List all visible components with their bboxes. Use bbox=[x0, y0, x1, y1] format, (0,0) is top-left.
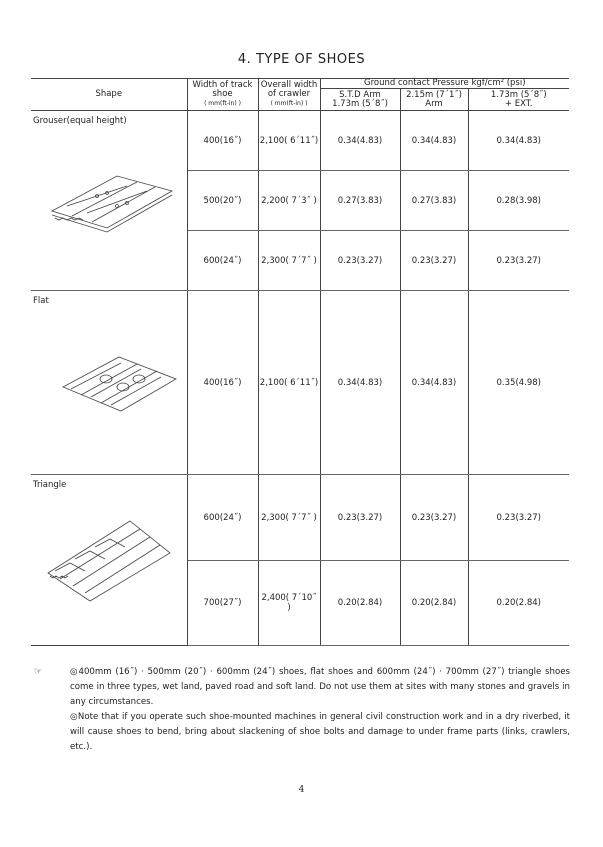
cell-arm215: 0.27(3.83) bbox=[400, 171, 468, 231]
table-row bbox=[31, 291, 569, 475]
cell-arm215: 0.23(3.27) bbox=[400, 231, 468, 291]
cell-overall: 2,100( 6´11˝) bbox=[258, 111, 320, 171]
header-arm-215: 2.15m (7´1˝) Arm bbox=[400, 89, 468, 111]
shape-grouser bbox=[31, 111, 187, 291]
notes bbox=[34, 665, 570, 755]
header-width-track-shoe: Width of track shoe ( mm(ft-in) ) bbox=[187, 79, 258, 111]
cell-overall: 2,300( 7´7˝ ) bbox=[258, 475, 320, 561]
header-shape: Shape bbox=[31, 79, 187, 111]
pointing-hand-icon: ☞ bbox=[34, 667, 43, 677]
cell-ext: 0.35(4.98) bbox=[468, 291, 569, 475]
cell-width: 500(20˝) bbox=[187, 171, 258, 231]
cell-overall: 2,300( 7´7˝ ) bbox=[258, 231, 320, 291]
table-row bbox=[31, 111, 569, 171]
cell-arm215: 0.34(4.83) bbox=[400, 111, 468, 171]
header-arm-173-ext: 1.73m (5´8˝) + EXT. bbox=[468, 89, 569, 111]
cell-width: 600(24˝) bbox=[187, 231, 258, 291]
cell-ext: 0.28(3.98) bbox=[468, 171, 569, 231]
shape-label: Grouser(equal height) bbox=[33, 116, 127, 126]
cell-width: 700(27˝) bbox=[187, 561, 258, 646]
header-ground-pressure: Ground contact Pressure kgf/cm² (psi) bbox=[320, 79, 569, 89]
cell-arm215: 0.23(3.27) bbox=[400, 475, 468, 561]
page-title: 4. TYPE OF SHOES bbox=[237, 52, 366, 67]
cell-ext: 0.20(2.84) bbox=[468, 561, 569, 646]
note-2: ◎Note that if you operate such shoe-mounted machines in general civil construction work and in a dry riverbed, it will cause shoes to bend, bring about slackening of shoe bolts and damage to under frame parts (links, crawlers, etc.). bbox=[70, 712, 570, 752]
cell-std: 0.27(3.83) bbox=[320, 171, 400, 231]
cell-arm215: 0.20(2.84) bbox=[400, 561, 468, 646]
cell-std: 0.23(3.27) bbox=[320, 475, 400, 561]
cell-overall: 2,200( 7´3˝ ) bbox=[258, 171, 320, 231]
cell-std: 0.23(3.27) bbox=[320, 231, 400, 291]
cell-std: 0.34(4.83) bbox=[320, 291, 400, 475]
shape-flat bbox=[31, 291, 187, 475]
shape-label: Triangle bbox=[33, 480, 67, 490]
note-1: ◎400mm (16˝) · 500mm (20˝) · 600mm (24˝) shoes, flat shoes and 600mm (24˝) · 700mm (27˝) triangle shoes come in three types, wet land, paved road and soft land. Do not use them at sites with many stones and gravels in any circumstances. bbox=[70, 667, 570, 707]
triangle-shoe-illustration bbox=[45, 513, 175, 603]
page-number: 4 bbox=[298, 785, 305, 795]
cell-arm215: 0.34(4.83) bbox=[400, 291, 468, 475]
header-std-arm: S.T.D Arm 1.73m (5´8˝) bbox=[320, 89, 400, 111]
shoe-types-table bbox=[31, 78, 569, 646]
shape-label: Flat bbox=[33, 296, 49, 306]
cell-width: 400(16˝) bbox=[187, 291, 258, 475]
header-overall-width: Overall width of crawler ( mm(ft-in) ) bbox=[258, 79, 320, 111]
cell-width: 600(24˝) bbox=[187, 475, 258, 561]
cell-width: 400(16˝) bbox=[187, 111, 258, 171]
cell-std: 0.34(4.83) bbox=[320, 111, 400, 171]
shape-triangle bbox=[31, 475, 187, 646]
cell-overall: 2,400( 7´10˝ ) bbox=[258, 561, 320, 646]
grouser-shoe-illustration bbox=[47, 166, 177, 236]
cell-std: 0.20(2.84) bbox=[320, 561, 400, 646]
flat-shoe-illustration bbox=[61, 349, 181, 419]
cell-ext: 0.34(4.83) bbox=[468, 111, 569, 171]
cell-overall: 2,100( 6´11˝) bbox=[258, 291, 320, 475]
cell-ext: 0.23(3.27) bbox=[468, 231, 569, 291]
cell-ext: 0.23(3.27) bbox=[468, 475, 569, 561]
table-row bbox=[31, 475, 569, 561]
